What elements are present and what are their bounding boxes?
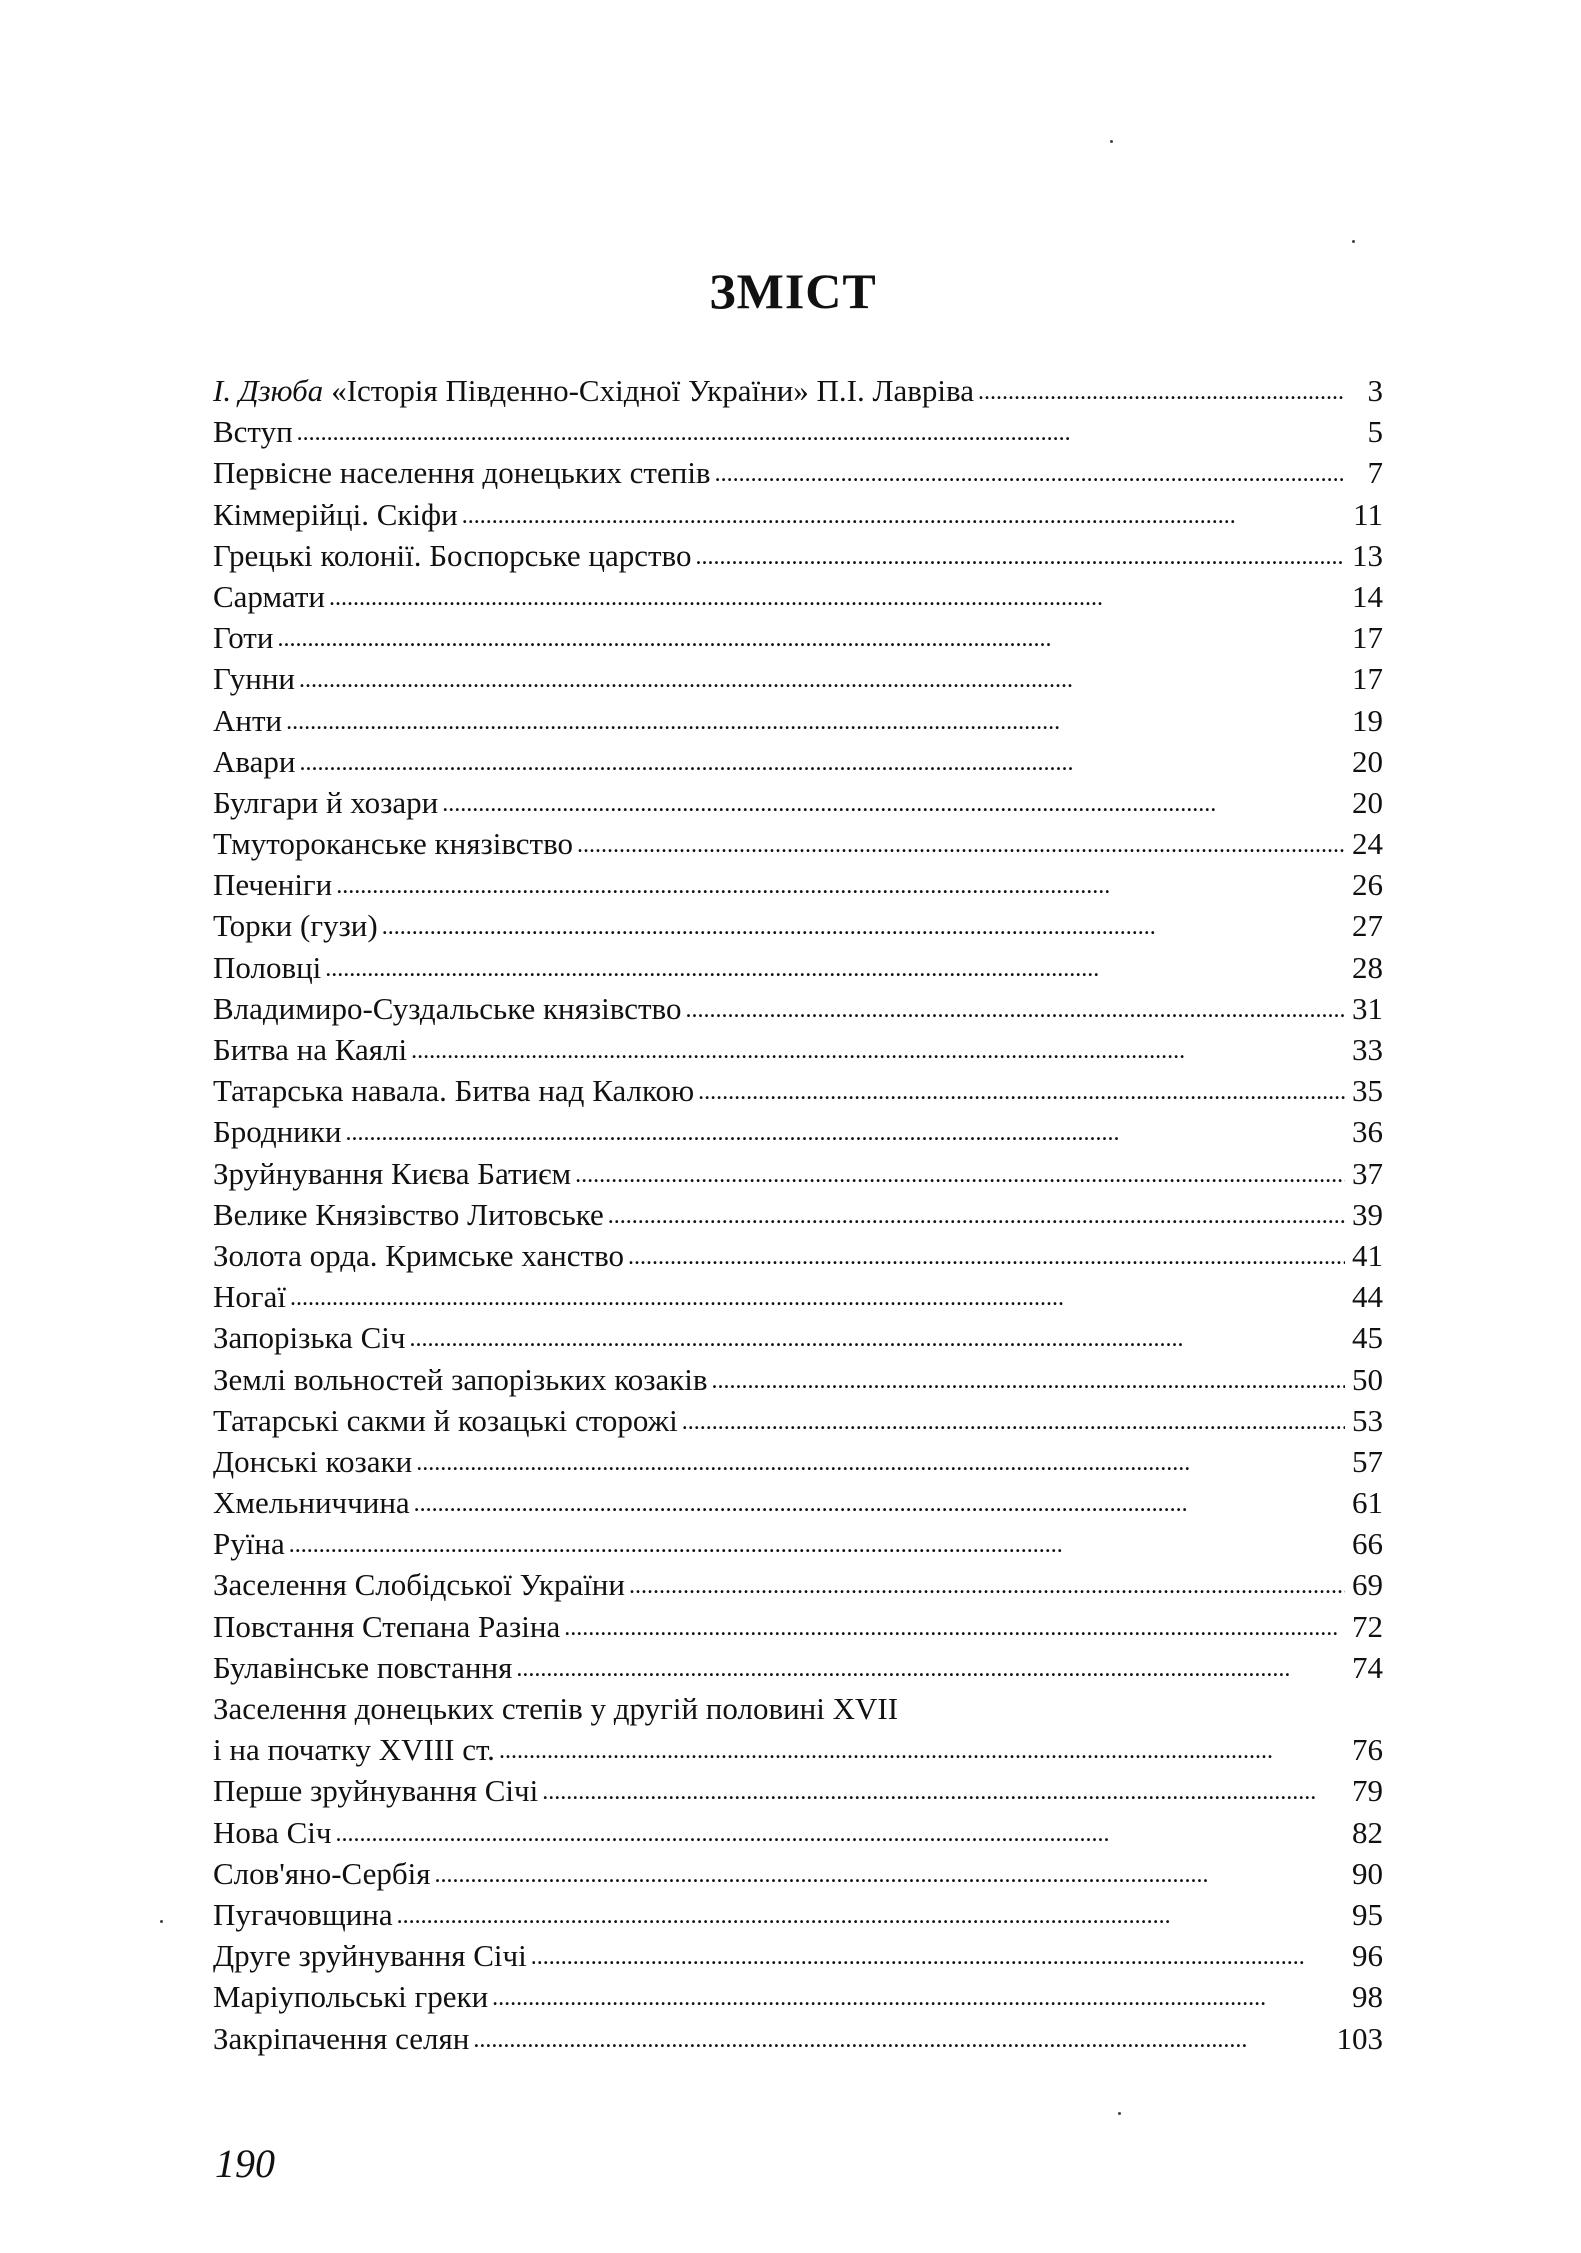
dot-leader (685, 986, 1345, 1031)
dot-leader (978, 368, 1345, 413)
toc-entry-page: 33 (1352, 1032, 1383, 1067)
toc-entry-page: 37 (1352, 1155, 1383, 1191)
dot-leader (346, 1109, 1345, 1154)
toc-entry (213, 905, 1383, 946)
toc-entry-page: 17 (1352, 620, 1383, 656)
toc-entry-label: Маріупольські греки (213, 1979, 489, 2015)
toc-entry (213, 1070, 1383, 1111)
toc-entry-page: 79 (1352, 1773, 1383, 1809)
toc-entry-page: 74 (1352, 1649, 1383, 1685)
dot-leader (435, 1851, 1346, 1896)
dot-leader (473, 2016, 1332, 2061)
toc-entry-page: 45 (1352, 1320, 1383, 1356)
dot-leader (608, 1192, 1345, 1237)
toc-entry (213, 1770, 1383, 1811)
toc-entry (213, 2018, 1383, 2059)
toc-entry-page: 14 (1352, 578, 1383, 614)
footer-page-number: 190 (215, 2141, 275, 2186)
toc-entry-page: 5 (1367, 414, 1383, 450)
toc-entry (213, 576, 1383, 617)
toc-entry (213, 411, 1383, 452)
toc-entry-page: 103 (1336, 2020, 1383, 2056)
toc-entry (213, 658, 1383, 699)
toc-entry-page: 36 (1352, 1114, 1383, 1150)
toc-entry-label: Анти (213, 702, 283, 738)
toc-entry-label: Велике Князівство Литовське (213, 1196, 604, 1232)
dot-leader (542, 1768, 1345, 1813)
toc-entry (213, 494, 1383, 535)
toc-entry-page: 35 (1352, 1073, 1383, 1109)
toc-entry-page: 31 (1352, 990, 1383, 1026)
toc-entry (213, 782, 1383, 823)
toc-entry-label: Землі вольностей запорізьких козаків (213, 1361, 708, 1397)
toc-entry-page: 24 (1352, 826, 1383, 862)
toc-entry-label: Ногаї (213, 1279, 286, 1315)
toc-entry (213, 1153, 1383, 1194)
toc-entry (213, 947, 1383, 988)
toc-entry-label: Готи (213, 620, 274, 656)
toc-entry-label: Булавінське повстання (213, 1649, 513, 1685)
dot-leader (564, 1604, 1345, 1649)
toc-entry-label: Зруйнування Києва Батиєм (213, 1155, 572, 1191)
dot-leader (286, 698, 1345, 743)
toc-entry (213, 1688, 1383, 1729)
table-of-contents (213, 370, 1383, 2059)
toc-entry-label: Татарські сакми й козацькі сторожі (213, 1402, 678, 1438)
toc-entry (213, 1482, 1383, 1523)
toc-entry (213, 741, 1383, 782)
dot-leader (682, 1398, 1345, 1443)
dot-leader (629, 1562, 1345, 1607)
toc-entry-page: 76 (1352, 1732, 1383, 1768)
toc-entry-label: Запорізька Січ (213, 1320, 406, 1356)
toc-entry-page: 61 (1352, 1485, 1383, 1521)
toc-entry (213, 1853, 1383, 1894)
dot-leader (442, 780, 1345, 825)
toc-entry-label: Вступ (213, 414, 293, 450)
toc-entry-page: 66 (1352, 1526, 1383, 1562)
dot-leader (462, 492, 1345, 537)
dot-leader (628, 1233, 1345, 1278)
dot-leader (409, 1315, 1345, 1360)
dot-leader (325, 945, 1345, 990)
toc-entry-page: 20 (1352, 743, 1383, 779)
toc-entry-label: Половці (213, 949, 322, 985)
toc-entry-label: Пугачовщина (213, 1896, 393, 1932)
toc-entry-page: 20 (1352, 784, 1383, 820)
toc-entry (213, 370, 1383, 411)
toc-entry (213, 988, 1383, 1029)
toc-entry-continuation (213, 1729, 1383, 1770)
toc-entry-label: Друге зруйнування Січі (213, 1938, 527, 1974)
toc-entry-page: 82 (1352, 1814, 1383, 1850)
toc-entry (213, 1812, 1383, 1853)
dot-leader (329, 574, 1345, 619)
dot-leader (516, 1645, 1345, 1690)
toc-entry-label: Донські козаки (213, 1443, 413, 1479)
toc-entry (213, 864, 1383, 905)
dot-leader (499, 1727, 1345, 1772)
toc-entry (213, 1647, 1383, 1688)
dot-leader (577, 821, 1345, 866)
toc-entry-label: Татарська навала. Битва над Калкою (213, 1073, 695, 1109)
dot-leader (297, 409, 1345, 454)
print-speck (1118, 2112, 1121, 2115)
dot-leader (695, 533, 1345, 578)
dot-leader (411, 1027, 1345, 1072)
toc-entry-page: 7 (1367, 455, 1383, 491)
print-speck (1110, 140, 1113, 143)
toc-entry (213, 1400, 1383, 1441)
toc-entry (213, 1317, 1383, 1358)
toc-entry (213, 535, 1383, 576)
dot-leader (414, 1480, 1345, 1525)
toc-entry (213, 1606, 1383, 1647)
toc-entry (213, 1523, 1383, 1564)
dot-leader (712, 1357, 1345, 1402)
dot-leader (492, 1974, 1345, 2019)
dot-leader (531, 1933, 1345, 1978)
toc-entry (213, 1564, 1383, 1605)
toc-entry-page: 95 (1352, 1896, 1383, 1932)
toc-entry-label: Битва на Каялі (213, 1032, 408, 1067)
dot-leader (397, 1892, 1345, 1937)
toc-entry-label: Авари (213, 743, 296, 779)
toc-entry-page: 11 (1353, 496, 1383, 532)
toc-entry-label: Нова Січ (213, 1814, 332, 1850)
toc-entry-label: Торки (гузи) (213, 908, 378, 944)
toc-entry-page: 44 (1352, 1279, 1383, 1315)
toc-entry (213, 700, 1383, 741)
toc-entry-label: Слов'яно-Сербія (213, 1855, 431, 1891)
toc-entry-label: Тмутороканське князівство (213, 826, 574, 862)
toc-entry-label: Хмельниччина (213, 1485, 410, 1521)
toc-entry (213, 1235, 1383, 1276)
toc-entry (213, 1976, 1383, 2017)
toc-entry-page: 17 (1352, 661, 1383, 697)
toc-entry (213, 452, 1383, 493)
toc-entry-page: 72 (1352, 1608, 1383, 1644)
dot-leader (336, 1810, 1345, 1855)
dot-leader (290, 1274, 1345, 1319)
toc-entry-label: Перше зруйнування Січі (213, 1773, 539, 1809)
toc-entry-page: 13 (1352, 537, 1383, 573)
print-speck (1352, 240, 1355, 243)
dot-leader (715, 450, 1345, 495)
toc-entry-page: 28 (1352, 949, 1383, 985)
toc-entry-page: 19 (1352, 702, 1383, 738)
toc-entry-label: Булгари й хозари (213, 784, 439, 820)
dot-leader (299, 656, 1345, 701)
print-speck (160, 1920, 163, 1923)
toc-entry (213, 1276, 1383, 1317)
toc-entry (213, 1441, 1383, 1482)
dot-leader (416, 1439, 1345, 1484)
dot-leader (698, 1068, 1345, 1113)
toc-entry (213, 1894, 1383, 1935)
toc-entry-page: 41 (1352, 1237, 1383, 1273)
dot-leader (289, 1521, 1345, 1566)
toc-entry (213, 617, 1383, 658)
toc-entry (213, 1029, 1383, 1070)
toc-entry-label: Грецькі колонії. Боспорське царство (213, 537, 692, 573)
toc-entry-label: «Історія Південно-Східної України» П.І. Лавріва (331, 373, 975, 408)
toc-entry-label: Золота орда. Кримське ханство (213, 1237, 624, 1273)
dot-leader (336, 862, 1345, 907)
toc-entry-label: Бродники (213, 1114, 342, 1150)
toc-entry (213, 823, 1383, 864)
toc-entry-page: 57 (1352, 1443, 1383, 1479)
toc-entry-label: Первісне населення донецьких степів (213, 455, 711, 491)
toc-entry-page: 39 (1352, 1196, 1383, 1232)
toc-entry-label: Гунни (213, 661, 296, 697)
toc-entry-label: Заселення Слобідської України (213, 1567, 625, 1603)
toc-entry-label: Сармати (213, 578, 325, 614)
toc-entry-label: і на початку XVIII ст. (213, 1732, 495, 1768)
toc-entry-page: 53 (1352, 1402, 1383, 1438)
dot-leader (382, 903, 1345, 948)
page-title (0, 262, 1581, 320)
toc-entry-label: Кіммерійці. Скіфи (213, 496, 458, 532)
toc-entry (213, 1194, 1383, 1235)
dot-leader (575, 1151, 1345, 1196)
toc-entry-page: 90 (1352, 1855, 1383, 1891)
dot-leader (299, 739, 1345, 784)
toc-entry-page: 69 (1352, 1567, 1383, 1603)
toc-entry-page: 27 (1352, 908, 1383, 944)
toc-entry-page: 26 (1352, 867, 1383, 903)
toc-entry-label: Владимиро-Суздальське князівство (213, 990, 682, 1026)
toc-entry-label: Заселення донецьких степів у другій половині XVII (213, 1691, 899, 1726)
toc-entry (213, 1111, 1383, 1152)
toc-entry-page: 3 (1367, 373, 1383, 408)
toc-entry-page: 98 (1352, 1979, 1383, 2015)
dot-leader (277, 615, 1345, 660)
toc-entry-label: Печеніги (213, 867, 333, 903)
page-title-text: ЗМІСТ (709, 263, 877, 319)
toc-entry-label: Руїна (213, 1526, 285, 1562)
toc-entry-label: Закріпачення селян (213, 2020, 470, 2056)
toc-entry-page: 50 (1352, 1361, 1383, 1397)
toc-entry (213, 1935, 1383, 1976)
toc-entry-page: 96 (1352, 1938, 1383, 1974)
toc-entry-label: Повстання Степана Разіна (213, 1608, 561, 1644)
toc-entry (213, 1359, 1383, 1400)
toc-entry-author: І. Дзюба (213, 373, 324, 408)
